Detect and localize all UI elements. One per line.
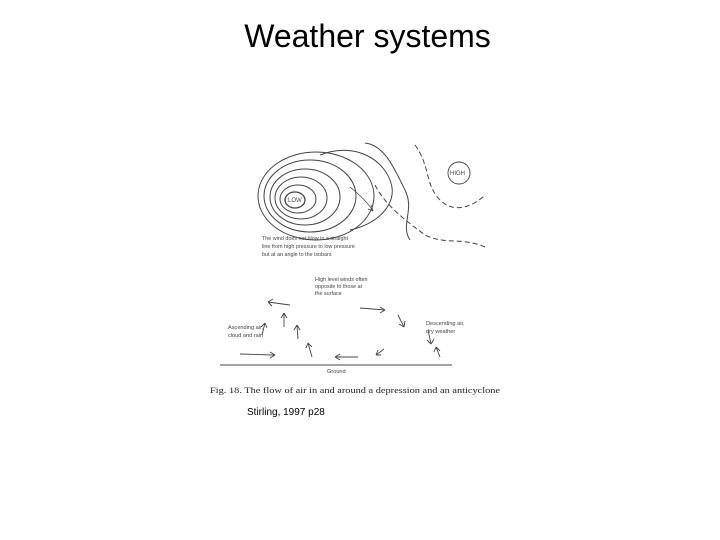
high-level-line: High level winds often [315,277,368,283]
ascending-line: cloud and rain [228,333,264,339]
isobar-7 [320,150,392,230]
high-label: HIGH [450,171,465,177]
isobar-5 [264,160,356,232]
upper-flow-left [268,302,290,305]
ascending-line: Ascending air, [228,325,264,331]
descending-note [426,321,466,335]
wind-note-line: but at an angle to the isobars [262,252,332,258]
wind-note-line: line from high pressure to low pressure [262,244,355,250]
circulation-arrows [240,299,440,360]
slide-title: Weather systems [244,18,491,54]
wind-note-line: The wind does not blow in a straight [262,236,349,242]
high-level-note [315,277,369,297]
descending-line: dry weather [426,329,456,335]
descending-line: Descending air, [426,321,465,327]
ground-label: Ground [327,369,346,375]
figure-caption: Fig. 18. The flow of air in and around a depression and an anticyclone [210,386,501,395]
high-level-line: the surface [315,291,342,297]
inflow-left [240,354,275,355]
dashed-ridge [375,185,485,247]
upper-flow-right [360,308,385,310]
isobar-map [258,143,485,247]
weather-systems-figure [200,125,520,410]
source-credit: Stirling, 1997 p28 [247,407,325,418]
wind-note [262,236,356,258]
weather-diagram [200,125,520,410]
low-label: LOW [288,198,302,204]
ascending-note [228,325,265,339]
high-level-line: opposite to those at [315,284,363,290]
